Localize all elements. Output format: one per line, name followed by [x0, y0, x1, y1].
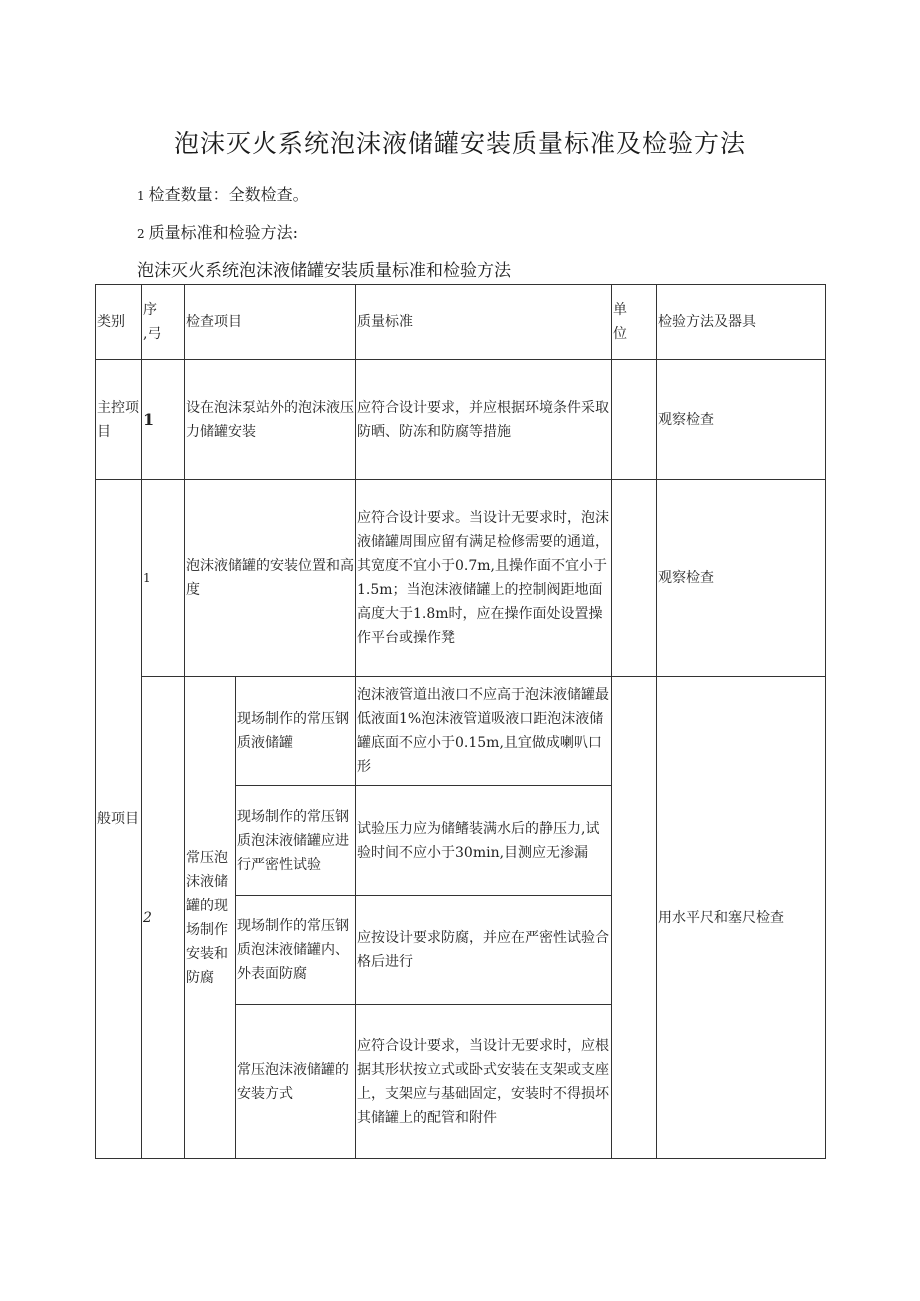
- general-row2-group: 常压泡沫液储罐的现场制作安装和防腐: [185, 677, 236, 1159]
- general-row1-unit: [612, 480, 657, 677]
- header-item: 检查项目: [185, 285, 356, 360]
- general-row1-standard: 应符合设计要求。当设计无要求时，泡沫液储罐周围应留有满足检修需要的通道，其宽度不宜小于0.7m,且操作面不宜小于1.5m；当泡沫液储罐上的控制阀距地面高度大于1.8m时，应在操作面处设置操作平台或操作凳: [356, 480, 612, 677]
- line-text: 质量标准和检验方法:: [148, 223, 299, 242]
- header-unit-line1: 单: [613, 302, 627, 318]
- quality-standard-line: [137, 220, 298, 243]
- header-method: 检验方法及器具: [657, 285, 826, 360]
- table-row: [96, 677, 826, 786]
- general-row2-unit: [612, 677, 657, 1159]
- general-row1-seq: 1: [142, 480, 185, 677]
- general-row1-item: 泡沫液储罐的安装位置和高度: [185, 480, 356, 677]
- main-method: 观察检查: [657, 360, 826, 480]
- general-row2-method: 用水平尺和塞尺检查: [657, 677, 826, 1159]
- header-seq: [142, 285, 185, 360]
- main-item: 设在泡沫泵站外的泡沫液压力储罐安装: [185, 360, 356, 480]
- sub-standard: 应按设计要求防腐，并应在严密性试验合格后进行: [356, 896, 612, 1005]
- header-category: 类别: [96, 285, 142, 360]
- line-number: 2: [137, 227, 145, 241]
- sub-item: 常压泡沫液储罐的安装方式: [236, 1005, 356, 1159]
- main-standard: 应符合设计要求，并应根据环境条件采取防晒、防冻和防腐等措施: [356, 360, 612, 480]
- header-unit: [612, 285, 657, 360]
- main-category: 主控项目: [96, 360, 142, 480]
- sub-item: 现场制作的常压钢质泡沫液储罐应进行严密性试验: [236, 786, 356, 896]
- inspection-quantity-line: [137, 182, 309, 205]
- table-caption: 泡沫灭火系统泡沫液储罐安装质量标准和检验方法: [137, 261, 511, 281]
- sub-item: 现场制作的常压钢质液储罐: [236, 677, 356, 786]
- general-category: 般项目: [96, 480, 142, 1159]
- sub-standard: 泡沫液管道出液口不应高于泡沫液储罐最低液面1%泡沫液管道吸液口距泡沫液储罐底面不应小于0.15m,且宜做成喇叭口形: [356, 677, 612, 786]
- main-seq: 1: [142, 360, 185, 480]
- header-standard: 质量标准: [356, 285, 612, 360]
- page-title: 泡沫灭火系统泡沫液储罐安装质量标准及检验方法: [173, 129, 746, 158]
- general-row2-seq: 2: [142, 677, 185, 1159]
- main-unit: [612, 360, 657, 480]
- general-row1-method: 观察检查: [657, 480, 826, 677]
- header-seq-line2: ,弓: [143, 326, 162, 342]
- sub-item: 现场制作的常压钢质泡沫液储罐内、外表面防腐: [236, 896, 356, 1005]
- line-text: 检查数量：全数检查。: [148, 185, 309, 204]
- line-number: 1: [137, 189, 145, 203]
- table-row: [96, 480, 826, 677]
- table-row: [96, 360, 826, 480]
- header-unit-line2: 位: [613, 326, 627, 342]
- sub-standard: 应符合设计要求，当设计无要求时，应根据其形状按立式或卧式安装在支架或支座上，支架应与基础固定，安装时不得损坏其储罐上的配管和附件: [356, 1005, 612, 1159]
- inspection-table: [95, 284, 826, 1159]
- header-seq-line1: 序: [143, 302, 157, 318]
- header-row: [96, 285, 826, 360]
- sub-standard: 试验压力应为储鳍装满水后的静压力,试验时间不应小于30min,目测应无渗漏: [356, 786, 612, 896]
